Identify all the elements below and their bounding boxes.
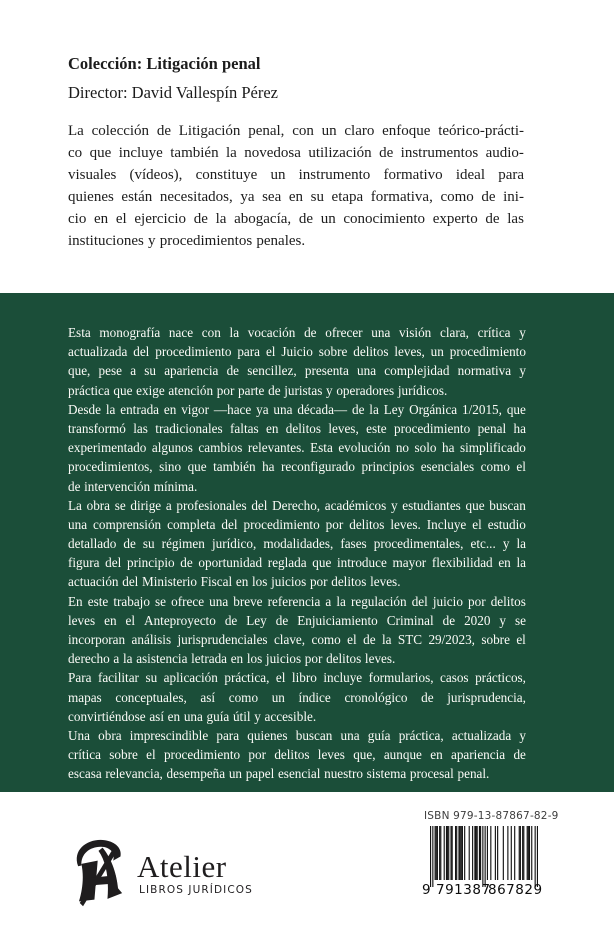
- collection-header: [68, 54, 524, 252]
- collection-description: La colección de Litigación penal, con un claro enfoque teórico-prácti- co que incluye también la novedosa utilización de instrumentos audio- visuales (vídeos), constituye un instrumento formativo ideal para quienes están necesitados, ya sea en su etapa formativa, como de ini- cio en el ejercicio de la abogacía, de un conocimiento experto de las instituciones y procedimientos penales.: [68, 123, 524, 249]
- isbn-label: ISBN 979-13-87867-82-9: [424, 810, 559, 822]
- collection-director: Director: David Vallespín Pérez: [68, 83, 279, 102]
- synopsis-paragraph-6: Una obra imprescindible para quienes buscan una guía práctica, actualizada y crítica sobre el procedimiento por delitos leves que, aunque en apariencia de escasa relevancia, desempeña un papel esencial nuestro sistema procesal penal.: [68, 727, 526, 782]
- publisher-tagline: LIBROS JURÍDICOS: [139, 884, 253, 896]
- synopsis-paragraph-2: Desde la entrada en vigor —hace ya una década— de la Ley Orgánica 1/2015, que transformó las tradicionales faltas en delitos leves, este procedimiento penal ha experimentado algunos cambios relevantes. Esta evolución no solo ha simplificado procedimientos, sino que también ha reconfigurado principios esenciales como el de intervención mínima.: [68, 401, 526, 494]
- isbn-barcode: [422, 810, 559, 898]
- barcode-bars-icon: [430, 826, 538, 887]
- synopsis-paragraph-4: En este trabajo se ofrece una breve referencia a la regulación del juicio por delitos leves en el Anteproyecto de Ley de Enjuiciamiento Criminal de 2020 y se incorporan análisis jurisprudenciales clave, como el de la STC 29/2023, sobre el derecho a la asistencia letrada en los juicios por delitos leves.: [68, 593, 526, 667]
- atelier-monogram-icon: [70, 836, 127, 908]
- barcode-digits: [424, 883, 544, 898]
- synopsis-panel: [0, 293, 614, 792]
- synopsis-paragraph-3: La obra se dirige a profesionales del Derecho, académicos y estudiantes que buscan una comprensión completa del procedimiento por delitos leves. Incluye el estudio detallado de su régimen jurídico, modalidades, fases procedimentales, etc... y la figura del principio de oportunidad reglada que introduce mayor flexibilidad en la actuación del Ministerio Fiscal en los juicios por delitos leves.: [68, 497, 526, 590]
- barcode-digit-first: 9: [422, 882, 431, 898]
- synopsis-paragraph-5: Para facilitar su aplicación práctica, el libro incluye formularios, casos prácticos, mapas conceptuales, así como un índice cronológico de jurisprudencia, convirtiéndose así en una guía útil y accesible.: [68, 670, 526, 724]
- publisher-name: Atelier: [137, 849, 227, 884]
- collection-title: Colección: Litigación penal: [68, 54, 261, 73]
- synopsis-text: [68, 323, 526, 784]
- synopsis-paragraph-1: Esta monografía nace con la vocación de ofrecer una visión clara, crítica y actualizada del procedimiento para el Juicio sobre delitos leves, un procedimiento que, pese a su apariencia de sencillez, presenta una complejidad normativa y práctica que exige atención por parte de juristas y operadores jurídicos.: [68, 325, 526, 398]
- barcode-digit-group-2: 867829: [488, 882, 543, 898]
- barcode-digit-group-1: 791387: [436, 882, 491, 898]
